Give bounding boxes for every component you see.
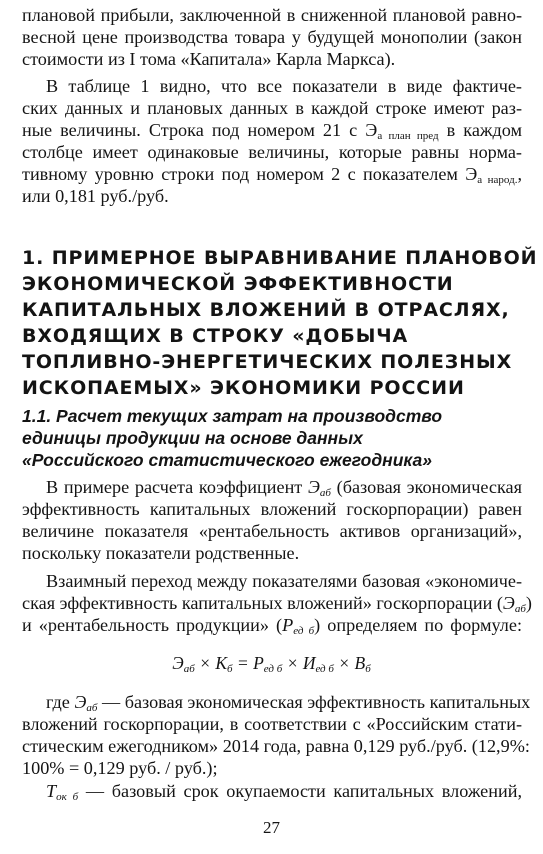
- text-line: ских данных и плановых данных в каждой строке имеют раз-: [22, 98, 522, 118]
- section-heading-line: единицы продукции на основе данных: [22, 428, 363, 448]
- chapter-heading-line: КАПИТАЛЬНЫХ ВЛОЖЕНИЙ В ОТРАСЛЯХ,: [22, 299, 510, 321]
- text-line: величине показателя «рентабельность активов организаций»,: [22, 521, 522, 541]
- text-line: плановой прибыли, заключенной в сниженной плановой равно-: [22, 5, 522, 25]
- text-line: поскольку показатели родственные.: [22, 543, 300, 563]
- text-line: 100% = 0,129 руб. / руб.);: [22, 758, 218, 778]
- text-line: стоимости из I тома «Капитала» Карла Маркса).: [22, 49, 396, 69]
- chapter-heading-line: ВХОДЯЩИХ В СТРОКУ «ДОБЫЧА: [22, 325, 409, 347]
- text-line: и «рентабельность продукции» $(Р_{ед б})$ определяем по формуле:: [22, 615, 522, 637]
- text-line: эффективность капитальных вложений госкорпорации) равен: [22, 499, 522, 519]
- text-line: $Т_{ок б}$ — базовый срок окупаемости капитальных вложений,: [46, 781, 522, 803]
- text-line: Взаимный переход между показателями базовая «экономиче-: [46, 571, 522, 591]
- chapter-heading-line: ИСКОПАЕМЫХ» ЭКОНОМИКИ РОССИИ: [22, 377, 465, 399]
- text-line: тивному уровню строки под номером 2 с показателем $Э_{а народ.}$,: [22, 164, 522, 186]
- chapter-heading-line: ЭКОНОМИЧЕСКОЙ ЭФФЕКТИВНОСТИ: [22, 273, 454, 295]
- text-line: где $Э_{аб}$ — базовая экономическая эффективность капитальных: [46, 692, 531, 714]
- text-line: столбце имеет одинаковые величины, которые равны норма-: [22, 142, 522, 162]
- text-line: или 0,181 руб./руб.: [22, 186, 169, 206]
- text-line: В таблице 1 видно, что все показатели в виде фактиче-: [46, 76, 522, 96]
- formula: $Э_{аб} \times К_б = Р_{ед б} \times И_{ед б} \times В_б$: [172, 653, 371, 675]
- page-number: 27: [263, 818, 280, 837]
- section-heading-line: 1.1. Расчет текущих затрат на производство: [22, 406, 443, 426]
- chapter-heading-line: 1. ПРИМЕРНОЕ ВЫРАВНИВАНИЕ ПЛАНОВОЙ: [22, 247, 538, 269]
- chapter-heading-line: ТОПЛИВНО-ЭНЕРГЕТИЧЕСКИХ ПОЛЕЗНЫХ: [22, 351, 513, 373]
- text-line: В примере расчета коэффициент $Э_{аб}$ (базовая экономическая: [46, 477, 522, 499]
- text-line: стическим ежегодником» 2014 года, равна 0,129 руб./руб. (12,9%:: [22, 736, 530, 756]
- text-line: ные величины. Строка под номером 21 с $Э_{а план пред}$ в каждом: [22, 120, 523, 142]
- section-heading-line: «Российского статистического ежегодника»: [22, 450, 432, 470]
- text-line: весной цене производства товара у будущей монополии (закон: [22, 27, 522, 47]
- text-line: вложений госкорпорации, в соответствии с «Российским стати-: [22, 714, 522, 734]
- text-line: ская эффективность капитальных вложений» госкорпорации $(Э_{аб})$: [22, 593, 532, 615]
